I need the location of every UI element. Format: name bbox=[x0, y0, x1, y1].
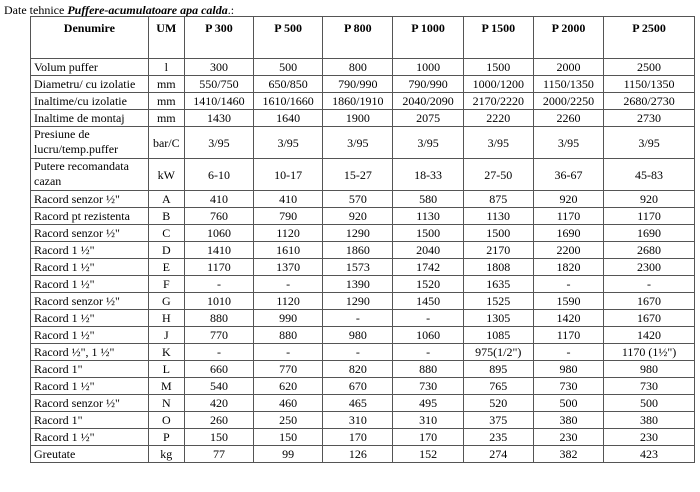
row-name-cell: Racord 1 ½" bbox=[31, 276, 149, 293]
row-um-cell: F bbox=[148, 276, 184, 293]
value-cell: 2170 bbox=[463, 242, 533, 259]
value-cell: 170 bbox=[323, 429, 393, 446]
value-cell: 465 bbox=[323, 395, 393, 412]
table-row bbox=[31, 344, 695, 361]
value-cell: 920 bbox=[323, 208, 393, 225]
value-cell: 36-67 bbox=[533, 159, 603, 191]
value-cell: 730 bbox=[533, 378, 603, 395]
value-cell: 980 bbox=[323, 327, 393, 344]
value-cell: 3/95 bbox=[533, 127, 603, 159]
value-cell: 150 bbox=[184, 429, 253, 446]
row-um-cell: B bbox=[148, 208, 184, 225]
row-name-cell: Racord 1 ½" bbox=[31, 259, 149, 276]
value-cell: 126 bbox=[323, 446, 393, 463]
value-cell: 382 bbox=[533, 446, 603, 463]
value-cell: 27-50 bbox=[463, 159, 533, 191]
table-row bbox=[31, 293, 695, 310]
value-cell: 1150/1350 bbox=[533, 76, 603, 93]
value-cell: 500 bbox=[254, 59, 323, 76]
row-um-cell: l bbox=[148, 59, 184, 76]
value-cell: 1290 bbox=[323, 293, 393, 310]
value-cell: 1820 bbox=[533, 259, 603, 276]
value-cell: 45-83 bbox=[604, 159, 695, 191]
value-cell: 790 bbox=[254, 208, 323, 225]
value-cell: 1520 bbox=[393, 276, 463, 293]
table-row bbox=[31, 93, 695, 110]
value-cell: 2000 bbox=[533, 59, 603, 76]
value-cell: 1635 bbox=[463, 276, 533, 293]
header-model: P 800 bbox=[323, 17, 393, 59]
value-cell: 1060 bbox=[393, 327, 463, 344]
value-cell: 2680 bbox=[604, 242, 695, 259]
value-cell: 1130 bbox=[463, 208, 533, 225]
header-model: P 300 bbox=[184, 17, 253, 59]
row-um-cell: N bbox=[148, 395, 184, 412]
value-cell: 250 bbox=[254, 412, 323, 429]
table-row bbox=[31, 361, 695, 378]
value-cell: 1590 bbox=[533, 293, 603, 310]
value-cell: 520 bbox=[463, 395, 533, 412]
value-cell: 580 bbox=[393, 191, 463, 208]
value-cell: 880 bbox=[254, 327, 323, 344]
row-name-cell: Racord 1 ½" bbox=[31, 327, 149, 344]
value-cell: 1808 bbox=[463, 259, 533, 276]
value-cell: 1670 bbox=[604, 293, 695, 310]
value-cell: 1130 bbox=[393, 208, 463, 225]
title-suffix: .: bbox=[227, 3, 235, 17]
value-cell: 730 bbox=[393, 378, 463, 395]
value-cell: 460 bbox=[254, 395, 323, 412]
row-um-cell: J bbox=[148, 327, 184, 344]
value-cell: 765 bbox=[463, 378, 533, 395]
row-name-cell: Racord senzor ½" bbox=[31, 395, 149, 412]
header-model: P 1000 bbox=[393, 17, 463, 59]
value-cell: 500 bbox=[533, 395, 603, 412]
value-cell: 1170 bbox=[533, 327, 603, 344]
value-cell: 1450 bbox=[393, 293, 463, 310]
value-cell: 1500 bbox=[463, 225, 533, 242]
row-um-cell: H bbox=[148, 310, 184, 327]
table-row bbox=[31, 446, 695, 463]
row-um-cell: P bbox=[148, 429, 184, 446]
value-cell: 230 bbox=[533, 429, 603, 446]
value-cell: 1610 bbox=[254, 242, 323, 259]
table-row bbox=[31, 110, 695, 127]
value-cell: 1420 bbox=[604, 327, 695, 344]
table-row bbox=[31, 395, 695, 412]
value-cell: 670 bbox=[323, 378, 393, 395]
row-name-cell: Racord senzor ½" bbox=[31, 293, 149, 310]
value-cell: 500 bbox=[604, 395, 695, 412]
table-row bbox=[31, 327, 695, 344]
table-row bbox=[31, 225, 695, 242]
table-row bbox=[31, 208, 695, 225]
value-cell: 730 bbox=[604, 378, 695, 395]
value-cell: 1305 bbox=[463, 310, 533, 327]
value-cell: 1390 bbox=[323, 276, 393, 293]
value-cell: 495 bbox=[393, 395, 463, 412]
value-cell: 1370 bbox=[254, 259, 323, 276]
row-name-cell: Racord 1 ½" bbox=[31, 242, 149, 259]
title-emphasis: Puffere-acumulatoare apa calda bbox=[67, 3, 228, 17]
table-row bbox=[31, 59, 695, 76]
value-cell: - bbox=[184, 276, 253, 293]
value-cell: 1410/1460 bbox=[184, 93, 253, 110]
value-cell: 420 bbox=[184, 395, 253, 412]
value-cell: 375 bbox=[463, 412, 533, 429]
row-um-cell: mm bbox=[148, 93, 184, 110]
row-um-cell: A bbox=[148, 191, 184, 208]
value-cell: 274 bbox=[463, 446, 533, 463]
row-name-cell: Racord senzor ½" bbox=[31, 225, 149, 242]
value-cell: 1290 bbox=[323, 225, 393, 242]
value-cell: 310 bbox=[323, 412, 393, 429]
value-cell: 152 bbox=[393, 446, 463, 463]
value-cell: 1410 bbox=[184, 242, 253, 259]
value-cell: 660 bbox=[184, 361, 253, 378]
value-cell: 880 bbox=[393, 361, 463, 378]
value-cell: 2680/2730 bbox=[604, 93, 695, 110]
value-cell: 2300 bbox=[604, 259, 695, 276]
value-cell: 1640 bbox=[254, 110, 323, 127]
table-row bbox=[31, 191, 695, 208]
value-cell: 235 bbox=[463, 429, 533, 446]
row-name-cell: Volum puffer bbox=[31, 59, 149, 76]
value-cell: 1120 bbox=[254, 293, 323, 310]
table-row bbox=[31, 276, 695, 293]
value-cell: 1742 bbox=[393, 259, 463, 276]
value-cell: 1085 bbox=[463, 327, 533, 344]
value-cell: 15-27 bbox=[323, 159, 393, 191]
value-cell: 895 bbox=[463, 361, 533, 378]
value-cell: 380 bbox=[533, 412, 603, 429]
header-model: P 2500 bbox=[604, 17, 695, 59]
value-cell: 540 bbox=[184, 378, 253, 395]
value-cell: - bbox=[533, 276, 603, 293]
row-um-cell: kg bbox=[148, 446, 184, 463]
value-cell: 1525 bbox=[463, 293, 533, 310]
table-row bbox=[31, 429, 695, 446]
value-cell: 2170/2220 bbox=[463, 93, 533, 110]
technical-data-table bbox=[30, 16, 695, 463]
value-cell: 1690 bbox=[533, 225, 603, 242]
row-name-cell: Putere recomandata cazan bbox=[31, 159, 149, 191]
value-cell: 1430 bbox=[184, 110, 253, 127]
title-prefix: Date tehnice bbox=[4, 3, 68, 17]
value-cell: 1500 bbox=[393, 225, 463, 242]
value-cell: 300 bbox=[184, 59, 253, 76]
row-name-cell: Racord 1 ½" bbox=[31, 378, 149, 395]
value-cell: 550/750 bbox=[184, 76, 253, 93]
value-cell: 230 bbox=[604, 429, 695, 446]
value-cell: 1000/1200 bbox=[463, 76, 533, 93]
value-cell: 170 bbox=[393, 429, 463, 446]
value-cell: 1150/1350 bbox=[604, 76, 695, 93]
value-cell: 975(1/2") bbox=[463, 344, 533, 361]
value-cell: 77 bbox=[184, 446, 253, 463]
value-cell: 770 bbox=[184, 327, 253, 344]
value-cell: 820 bbox=[323, 361, 393, 378]
row-name-cell: Racord ½", 1 ½" bbox=[31, 344, 149, 361]
value-cell: 1060 bbox=[184, 225, 253, 242]
value-cell: 2500 bbox=[604, 59, 695, 76]
row-name-cell: Racord pt rezistenta bbox=[31, 208, 149, 225]
value-cell: 1170 bbox=[604, 208, 695, 225]
row-um-cell: mm bbox=[148, 76, 184, 93]
value-cell: 1420 bbox=[533, 310, 603, 327]
value-cell: 2040/2090 bbox=[393, 93, 463, 110]
value-cell: 620 bbox=[254, 378, 323, 395]
row-name-cell: Racord 1 ½" bbox=[31, 429, 149, 446]
value-cell: 790/990 bbox=[323, 76, 393, 93]
value-cell: 1120 bbox=[254, 225, 323, 242]
value-cell: 3/95 bbox=[323, 127, 393, 159]
table-row bbox=[31, 310, 695, 327]
value-cell: 650/850 bbox=[254, 76, 323, 93]
value-cell: 2075 bbox=[393, 110, 463, 127]
value-cell: 3/95 bbox=[463, 127, 533, 159]
value-cell: - bbox=[393, 310, 463, 327]
value-cell: 2260 bbox=[533, 110, 603, 127]
value-cell: 10-17 bbox=[254, 159, 323, 191]
row-um-cell: E bbox=[148, 259, 184, 276]
row-name-cell: Greutate bbox=[31, 446, 149, 463]
value-cell: 410 bbox=[184, 191, 253, 208]
row-um-cell: C bbox=[148, 225, 184, 242]
table-row bbox=[31, 378, 695, 395]
value-cell: 1010 bbox=[184, 293, 253, 310]
table-body bbox=[31, 59, 695, 463]
row-name-cell: Presiune de lucru/temp.puffer bbox=[31, 127, 149, 159]
value-cell: 410 bbox=[254, 191, 323, 208]
row-um-cell: M bbox=[148, 378, 184, 395]
value-cell: 1170 bbox=[184, 259, 253, 276]
value-cell: 3/95 bbox=[184, 127, 253, 159]
table-row bbox=[31, 127, 695, 159]
value-cell: 1690 bbox=[604, 225, 695, 242]
table-row bbox=[31, 412, 695, 429]
value-cell: 1573 bbox=[323, 259, 393, 276]
value-cell: 2200 bbox=[533, 242, 603, 259]
row-um-cell: kW bbox=[148, 159, 184, 191]
row-um-cell: G bbox=[148, 293, 184, 310]
value-cell: 1670 bbox=[604, 310, 695, 327]
value-cell: - bbox=[323, 344, 393, 361]
value-cell: 6-10 bbox=[184, 159, 253, 191]
row-name-cell: Racord 1 ½" bbox=[31, 310, 149, 327]
value-cell: 1860 bbox=[323, 242, 393, 259]
row-name-cell: Racord 1" bbox=[31, 361, 149, 378]
value-cell: - bbox=[254, 344, 323, 361]
table-row bbox=[31, 242, 695, 259]
row-name-cell: Inaltime/cu izolatie bbox=[31, 93, 149, 110]
value-cell: 2730 bbox=[604, 110, 695, 127]
row-um-cell: bar/C bbox=[148, 127, 184, 159]
row-um-cell: O bbox=[148, 412, 184, 429]
value-cell: 1000 bbox=[393, 59, 463, 76]
value-cell: 790/990 bbox=[393, 76, 463, 93]
value-cell: 760 bbox=[184, 208, 253, 225]
value-cell: 990 bbox=[254, 310, 323, 327]
table-row bbox=[31, 159, 695, 191]
value-cell: 1170 bbox=[533, 208, 603, 225]
value-cell: - bbox=[323, 310, 393, 327]
value-cell: 380 bbox=[604, 412, 695, 429]
value-cell: 880 bbox=[184, 310, 253, 327]
value-cell: - bbox=[184, 344, 253, 361]
value-cell: 150 bbox=[254, 429, 323, 446]
value-cell: 920 bbox=[604, 191, 695, 208]
value-cell: 2000/2250 bbox=[533, 93, 603, 110]
row-name-cell: Racord 1" bbox=[31, 412, 149, 429]
header-model: P 1500 bbox=[463, 17, 533, 59]
row-um-cell: mm bbox=[148, 110, 184, 127]
header-model: P 2000 bbox=[533, 17, 603, 59]
value-cell: 1170 (1½") bbox=[604, 344, 695, 361]
value-cell: 18-33 bbox=[393, 159, 463, 191]
row-name-cell: Inaltime de montaj bbox=[31, 110, 149, 127]
row-name-cell: Racord senzor ½" bbox=[31, 191, 149, 208]
value-cell: 1500 bbox=[463, 59, 533, 76]
header-denumire: Denumire bbox=[31, 17, 149, 59]
value-cell: 310 bbox=[393, 412, 463, 429]
header-um: UM bbox=[148, 17, 184, 59]
value-cell: 875 bbox=[463, 191, 533, 208]
value-cell: - bbox=[533, 344, 603, 361]
table-row bbox=[31, 76, 695, 93]
value-cell: 2040 bbox=[393, 242, 463, 259]
value-cell: 800 bbox=[323, 59, 393, 76]
value-cell: 3/95 bbox=[254, 127, 323, 159]
row-um-cell: D bbox=[148, 242, 184, 259]
value-cell: 260 bbox=[184, 412, 253, 429]
header-model: P 500 bbox=[254, 17, 323, 59]
value-cell: 1860/1910 bbox=[323, 93, 393, 110]
row-name-cell: Diametru/ cu izolatie bbox=[31, 76, 149, 93]
value-cell: 1900 bbox=[323, 110, 393, 127]
value-cell: 1610/1660 bbox=[254, 93, 323, 110]
value-cell: 770 bbox=[254, 361, 323, 378]
row-um-cell: L bbox=[148, 361, 184, 378]
value-cell: 980 bbox=[604, 361, 695, 378]
table-row bbox=[31, 259, 695, 276]
value-cell: 3/95 bbox=[393, 127, 463, 159]
value-cell: 920 bbox=[533, 191, 603, 208]
value-cell: 3/95 bbox=[604, 127, 695, 159]
value-cell: 2220 bbox=[463, 110, 533, 127]
value-cell: 980 bbox=[533, 361, 603, 378]
value-cell: 423 bbox=[604, 446, 695, 463]
value-cell: 570 bbox=[323, 191, 393, 208]
row-um-cell: K bbox=[148, 344, 184, 361]
value-cell: - bbox=[604, 276, 695, 293]
value-cell: - bbox=[393, 344, 463, 361]
value-cell: - bbox=[254, 276, 323, 293]
value-cell: 99 bbox=[254, 446, 323, 463]
table-header-row bbox=[31, 17, 695, 59]
